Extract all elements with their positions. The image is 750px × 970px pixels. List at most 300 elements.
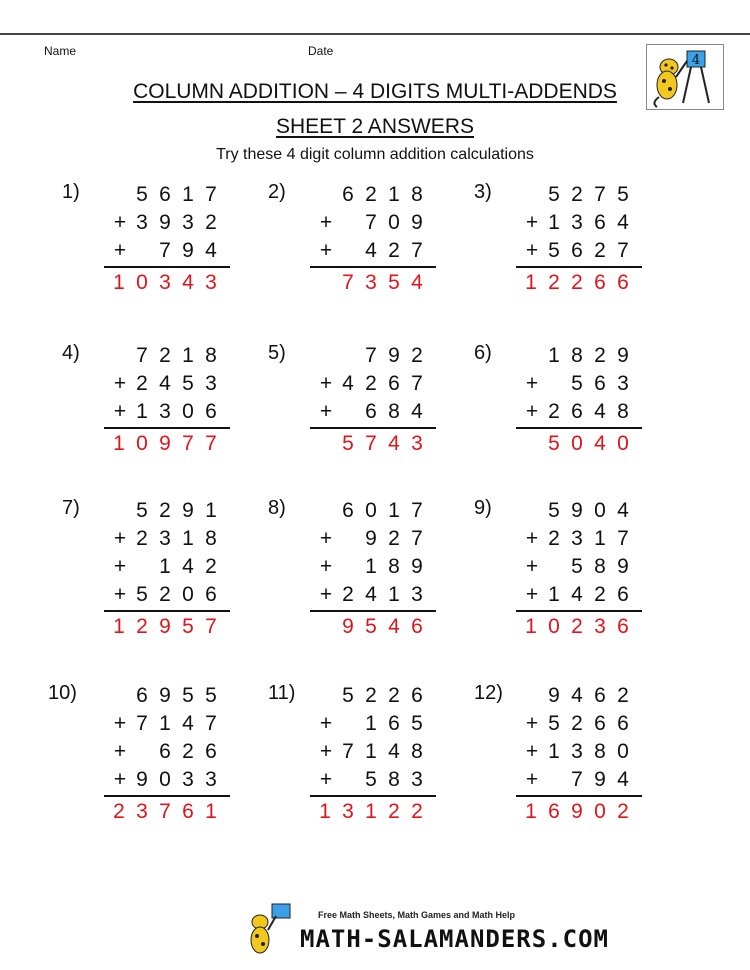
digit: 9 (411, 555, 423, 578)
answer-digit: 2 (548, 271, 560, 294)
plus-sign: + (319, 555, 333, 578)
addend-row (268, 766, 270, 794)
plus-sign: + (319, 211, 333, 234)
answer-digit: 1 (525, 615, 537, 638)
answer-digit: 5 (342, 432, 354, 455)
plus-sign: + (319, 239, 333, 262)
sum-line (516, 266, 642, 268)
digit: 4 (411, 400, 423, 423)
plus-sign: + (319, 583, 333, 606)
answer-digit: 7 (182, 432, 194, 455)
digit: 7 (365, 211, 377, 234)
answer-value (268, 430, 270, 431)
answer-digit: 6 (548, 800, 560, 823)
digit: 2 (388, 527, 400, 550)
digit: 6 (205, 400, 217, 423)
answer-digit: 7 (342, 271, 354, 294)
addend-row (62, 710, 64, 738)
digit: 5 (182, 372, 194, 395)
problem-number: 1) (62, 181, 80, 203)
digit: 9 (388, 344, 400, 367)
digit: 4 (594, 400, 606, 423)
answer-digit: 3 (342, 800, 354, 823)
digit: 0 (159, 768, 171, 791)
answer-digit: 5 (182, 615, 194, 638)
digit: 2 (365, 183, 377, 206)
digit: 6 (571, 400, 583, 423)
plus-sign: + (525, 527, 539, 550)
sum-line (516, 427, 642, 429)
digit: 6 (571, 239, 583, 262)
addend-row (474, 398, 476, 426)
digit: 7 (411, 372, 423, 395)
digit: 7 (571, 768, 583, 791)
digit: 5 (136, 183, 148, 206)
digit: 5 (548, 239, 560, 262)
digit: 1 (388, 583, 400, 606)
digit: 2 (548, 400, 560, 423)
digit: 3 (159, 527, 171, 550)
digit: 3 (617, 372, 629, 395)
answer-digit: 3 (136, 800, 148, 823)
digit: 4 (182, 555, 194, 578)
plus-sign: + (319, 768, 333, 791)
answer-row (268, 269, 468, 297)
answer-row (268, 798, 468, 826)
digit: 5 (571, 555, 583, 578)
plus-sign: + (525, 239, 539, 262)
answer-digit: 1 (205, 800, 217, 823)
answer-row (474, 269, 674, 297)
digit: 1 (548, 211, 560, 234)
plus-sign: + (113, 400, 127, 423)
plus-sign: + (113, 740, 127, 763)
answer-digit: 9 (571, 800, 583, 823)
addend-row (268, 682, 270, 710)
digit: 3 (205, 768, 217, 791)
answer-digit: 6 (411, 615, 423, 638)
answer-digit: 2 (571, 271, 583, 294)
page-title-line2 (0, 115, 750, 139)
answer-value (474, 269, 477, 270)
addend-row (474, 525, 476, 553)
answer-value (62, 613, 65, 614)
answer-digit: 2 (617, 800, 629, 823)
sum-line (104, 266, 230, 268)
digit: 3 (411, 583, 423, 606)
digit: 4 (571, 684, 583, 707)
answer-digit: 1 (113, 615, 125, 638)
addend-row (62, 525, 64, 553)
digit: 4 (617, 499, 629, 522)
digit: 2 (159, 344, 171, 367)
addend-row (268, 209, 270, 237)
answer-digit: 7 (159, 800, 171, 823)
digit: 5 (617, 183, 629, 206)
digit: 0 (594, 499, 606, 522)
digit: 1 (182, 527, 194, 550)
digit: 4 (159, 372, 171, 395)
plus-sign: + (113, 239, 127, 262)
digit: 9 (548, 684, 560, 707)
digit: 1 (548, 344, 560, 367)
digit: 6 (136, 684, 148, 707)
digit: 7 (205, 712, 217, 735)
digit: 2 (342, 583, 354, 606)
addend-row (474, 766, 476, 794)
digit: 4 (342, 372, 354, 395)
problem (268, 682, 468, 828)
digit: 2 (548, 527, 560, 550)
problem (474, 682, 674, 828)
top-rule (0, 33, 750, 35)
digit: 7 (205, 183, 217, 206)
addend-row (268, 710, 270, 738)
problem (48, 682, 262, 828)
answer-digit: 1 (113, 271, 125, 294)
plus-sign: + (525, 583, 539, 606)
digit: 6 (594, 211, 606, 234)
digit: 9 (136, 768, 148, 791)
digit: 8 (411, 740, 423, 763)
answer-row (474, 430, 674, 458)
addend-row (62, 237, 64, 265)
digit: 1 (594, 527, 606, 550)
digit: 7 (411, 499, 423, 522)
answer-digit: 5 (548, 432, 560, 455)
answer-value (268, 269, 270, 270)
digit: 1 (365, 712, 377, 735)
digit: 4 (365, 583, 377, 606)
digit: 3 (205, 372, 217, 395)
answer-row (474, 613, 674, 641)
digit: 2 (136, 527, 148, 550)
plus-sign: + (113, 527, 127, 550)
problem (268, 181, 468, 299)
digit: 2 (594, 344, 606, 367)
answer-digit: 2 (571, 615, 583, 638)
digit: 9 (159, 684, 171, 707)
answer-digit: 3 (205, 271, 217, 294)
page-title (0, 80, 750, 104)
digit: 9 (159, 211, 171, 234)
plus-sign: + (319, 712, 333, 735)
digit: 1 (159, 555, 171, 578)
addend-row (62, 682, 64, 710)
answer-digit: 9 (159, 432, 171, 455)
digit: 1 (182, 183, 194, 206)
answer-row (474, 798, 674, 826)
problem-number: 5) (268, 342, 286, 364)
digit: 4 (388, 740, 400, 763)
plus-sign: + (319, 527, 333, 550)
digit: 2 (205, 211, 217, 234)
answer-digit: 6 (182, 800, 194, 823)
problem-number: 8) (268, 497, 286, 519)
problem (62, 181, 262, 299)
digit: 2 (388, 239, 400, 262)
answer-digit: 4 (388, 432, 400, 455)
answer-digit: 4 (388, 615, 400, 638)
addend-row (474, 209, 476, 237)
problem (474, 181, 674, 299)
sum-line (104, 610, 230, 612)
plus-sign: + (525, 555, 539, 578)
addend-row (474, 181, 476, 209)
digit: 3 (571, 740, 583, 763)
digit: 1 (388, 183, 400, 206)
answer-value (62, 430, 65, 431)
plus-sign: + (525, 768, 539, 791)
digit: 6 (594, 684, 606, 707)
footer-tagline: Free Math Sheets, Math Games and Math Help (318, 910, 516, 920)
answer-digit: 9 (159, 615, 171, 638)
plus-sign: + (113, 555, 127, 578)
answer-digit: 7 (205, 615, 217, 638)
digit: 6 (159, 183, 171, 206)
digit: 2 (182, 740, 194, 763)
digit: 7 (365, 344, 377, 367)
digit: 5 (548, 499, 560, 522)
digit: 1 (548, 583, 560, 606)
digit: 0 (365, 499, 377, 522)
digit: 2 (594, 239, 606, 262)
digit: 2 (159, 499, 171, 522)
digit: 9 (365, 527, 377, 550)
digit: 0 (182, 400, 194, 423)
addend-row (474, 710, 476, 738)
addend-row (474, 553, 476, 581)
digit: 7 (159, 239, 171, 262)
digit: 8 (388, 768, 400, 791)
answer-digit: 4 (411, 271, 423, 294)
answer-digit: 5 (388, 271, 400, 294)
answer-digit: 6 (617, 615, 629, 638)
problem-number: 3) (474, 181, 492, 203)
digit: 0 (617, 740, 629, 763)
page-subtitle: Try these 4 digit column addition calculations (216, 146, 534, 163)
digit: 8 (571, 344, 583, 367)
answer-digit: 3 (365, 271, 377, 294)
logo-badge: 4 (691, 53, 701, 68)
problem (474, 497, 674, 643)
answer-digit: 7 (365, 432, 377, 455)
digit: 5 (182, 684, 194, 707)
answer-digit: 1 (365, 800, 377, 823)
digit: 9 (182, 239, 194, 262)
digit: 2 (136, 372, 148, 395)
title-line1: COLUMN ADDITION – 4 DIGITS MULTI-ADDENDS (133, 80, 617, 103)
answer-value (474, 430, 476, 431)
plus-sign: + (113, 372, 127, 395)
name-label: Name (44, 44, 77, 58)
digit: 9 (182, 499, 194, 522)
digit: 5 (205, 684, 217, 707)
sum-line (104, 795, 230, 797)
addend-row (268, 237, 270, 265)
addend-row (474, 581, 476, 609)
sum-line (516, 610, 642, 612)
digit: 8 (594, 555, 606, 578)
digit: 5 (411, 712, 423, 735)
answer-digit: 2 (388, 800, 400, 823)
digit: 7 (342, 740, 354, 763)
digit: 4 (182, 712, 194, 735)
digit: 6 (411, 684, 423, 707)
digit: 5 (342, 684, 354, 707)
digit: 2 (571, 183, 583, 206)
answer-digit: 2 (136, 615, 148, 638)
digit: 7 (411, 239, 423, 262)
digit: 3 (159, 400, 171, 423)
sum-line (310, 610, 436, 612)
digit: 6 (342, 499, 354, 522)
addend-row (474, 370, 476, 398)
answer-digit: 0 (136, 271, 148, 294)
digit: 5 (136, 499, 148, 522)
digit: 5 (548, 712, 560, 735)
answer-value (268, 613, 270, 614)
answer-digit: 0 (617, 432, 629, 455)
problem-number: 12) (474, 682, 503, 704)
digit: 4 (617, 768, 629, 791)
answer-digit: 1 (525, 271, 537, 294)
digit: 8 (388, 400, 400, 423)
plus-sign: + (319, 400, 333, 423)
digit: 8 (617, 400, 629, 423)
plus-sign: + (113, 211, 127, 234)
digit: 2 (617, 684, 629, 707)
addend-row (268, 525, 270, 553)
digit: 5 (365, 768, 377, 791)
digit: 2 (594, 583, 606, 606)
addend-row (268, 581, 270, 609)
digit: 7 (411, 527, 423, 550)
answer-digit: 4 (182, 271, 194, 294)
digit: 5 (571, 372, 583, 395)
answer-value (62, 798, 65, 799)
problem-number: 11) (268, 682, 296, 704)
problem-number: 4) (62, 342, 80, 364)
digit: 1 (205, 499, 217, 522)
digit: 3 (182, 211, 194, 234)
answer-digit: 1 (319, 800, 331, 823)
sum-line (310, 795, 436, 797)
addend-row (62, 342, 64, 370)
answer-digit: 1 (525, 800, 537, 823)
addend-row (268, 342, 270, 370)
answer-digit: 0 (136, 432, 148, 455)
digit: 6 (159, 740, 171, 763)
digit: 1 (388, 499, 400, 522)
addend-row (62, 766, 64, 794)
digit: 2 (388, 684, 400, 707)
digit: 7 (136, 344, 148, 367)
digit: 4 (571, 583, 583, 606)
answer-digit: 0 (594, 800, 606, 823)
addend-row (268, 738, 270, 766)
addend-row (62, 209, 64, 237)
digit: 1 (182, 344, 194, 367)
answer-digit: 9 (342, 615, 354, 638)
answer-row (62, 430, 262, 458)
answer-digit: 6 (617, 271, 629, 294)
problem-number: 10) (48, 682, 77, 704)
answer-digit: 3 (159, 271, 171, 294)
answer-digit: 2 (411, 800, 423, 823)
footer-site-link[interactable]: MATH-SALAMANDERS.COM (300, 925, 609, 953)
plus-sign: + (525, 211, 539, 234)
digit: 2 (365, 372, 377, 395)
sum-line (516, 795, 642, 797)
problem (62, 497, 262, 643)
digit: 6 (617, 712, 629, 735)
addend-row (268, 181, 270, 209)
digit: 6 (342, 183, 354, 206)
problem-number: 6) (474, 342, 492, 364)
digit: 7 (617, 527, 629, 550)
answer-digit: 0 (548, 615, 560, 638)
plus-sign: + (113, 768, 127, 791)
digit: 6 (205, 583, 217, 606)
addend-row (474, 682, 476, 710)
answer-row (62, 269, 262, 297)
addend-row (474, 342, 476, 370)
answer-digit: 5 (365, 615, 377, 638)
digit: 2 (365, 684, 377, 707)
answer-value (474, 613, 477, 614)
addend-row (62, 398, 64, 426)
plus-sign: + (319, 372, 333, 395)
digit: 2 (159, 583, 171, 606)
problem-number: 7) (62, 497, 80, 519)
digit: 6 (388, 712, 400, 735)
addend-row (62, 738, 64, 766)
digit: 6 (365, 400, 377, 423)
answer-digit: 4 (594, 432, 606, 455)
answer-digit: 7 (205, 432, 217, 455)
digit: 7 (136, 712, 148, 735)
digit: 8 (388, 555, 400, 578)
answer-value (268, 798, 271, 799)
digit: 4 (365, 239, 377, 262)
digit: 8 (205, 527, 217, 550)
digit: 7 (617, 239, 629, 262)
addend-row (62, 181, 64, 209)
digit: 8 (205, 344, 217, 367)
answer-value (62, 269, 65, 270)
addend-row (62, 553, 64, 581)
sum-line (104, 427, 230, 429)
addend-row (474, 237, 476, 265)
digit: 8 (411, 183, 423, 206)
digit: 4 (205, 239, 217, 262)
answer-digit: 3 (594, 615, 606, 638)
digit: 6 (205, 740, 217, 763)
digit: 0 (182, 583, 194, 606)
addend-row (268, 370, 270, 398)
answer-digit: 3 (411, 432, 423, 455)
addend-row (62, 497, 64, 525)
problem (268, 342, 468, 460)
answer-digit: 1 (113, 432, 125, 455)
digit: 1 (159, 712, 171, 735)
salamander-footer-icon (242, 900, 302, 960)
digit: 6 (594, 712, 606, 735)
digit: 8 (594, 740, 606, 763)
addend-row (474, 497, 476, 525)
sum-line (310, 266, 436, 268)
